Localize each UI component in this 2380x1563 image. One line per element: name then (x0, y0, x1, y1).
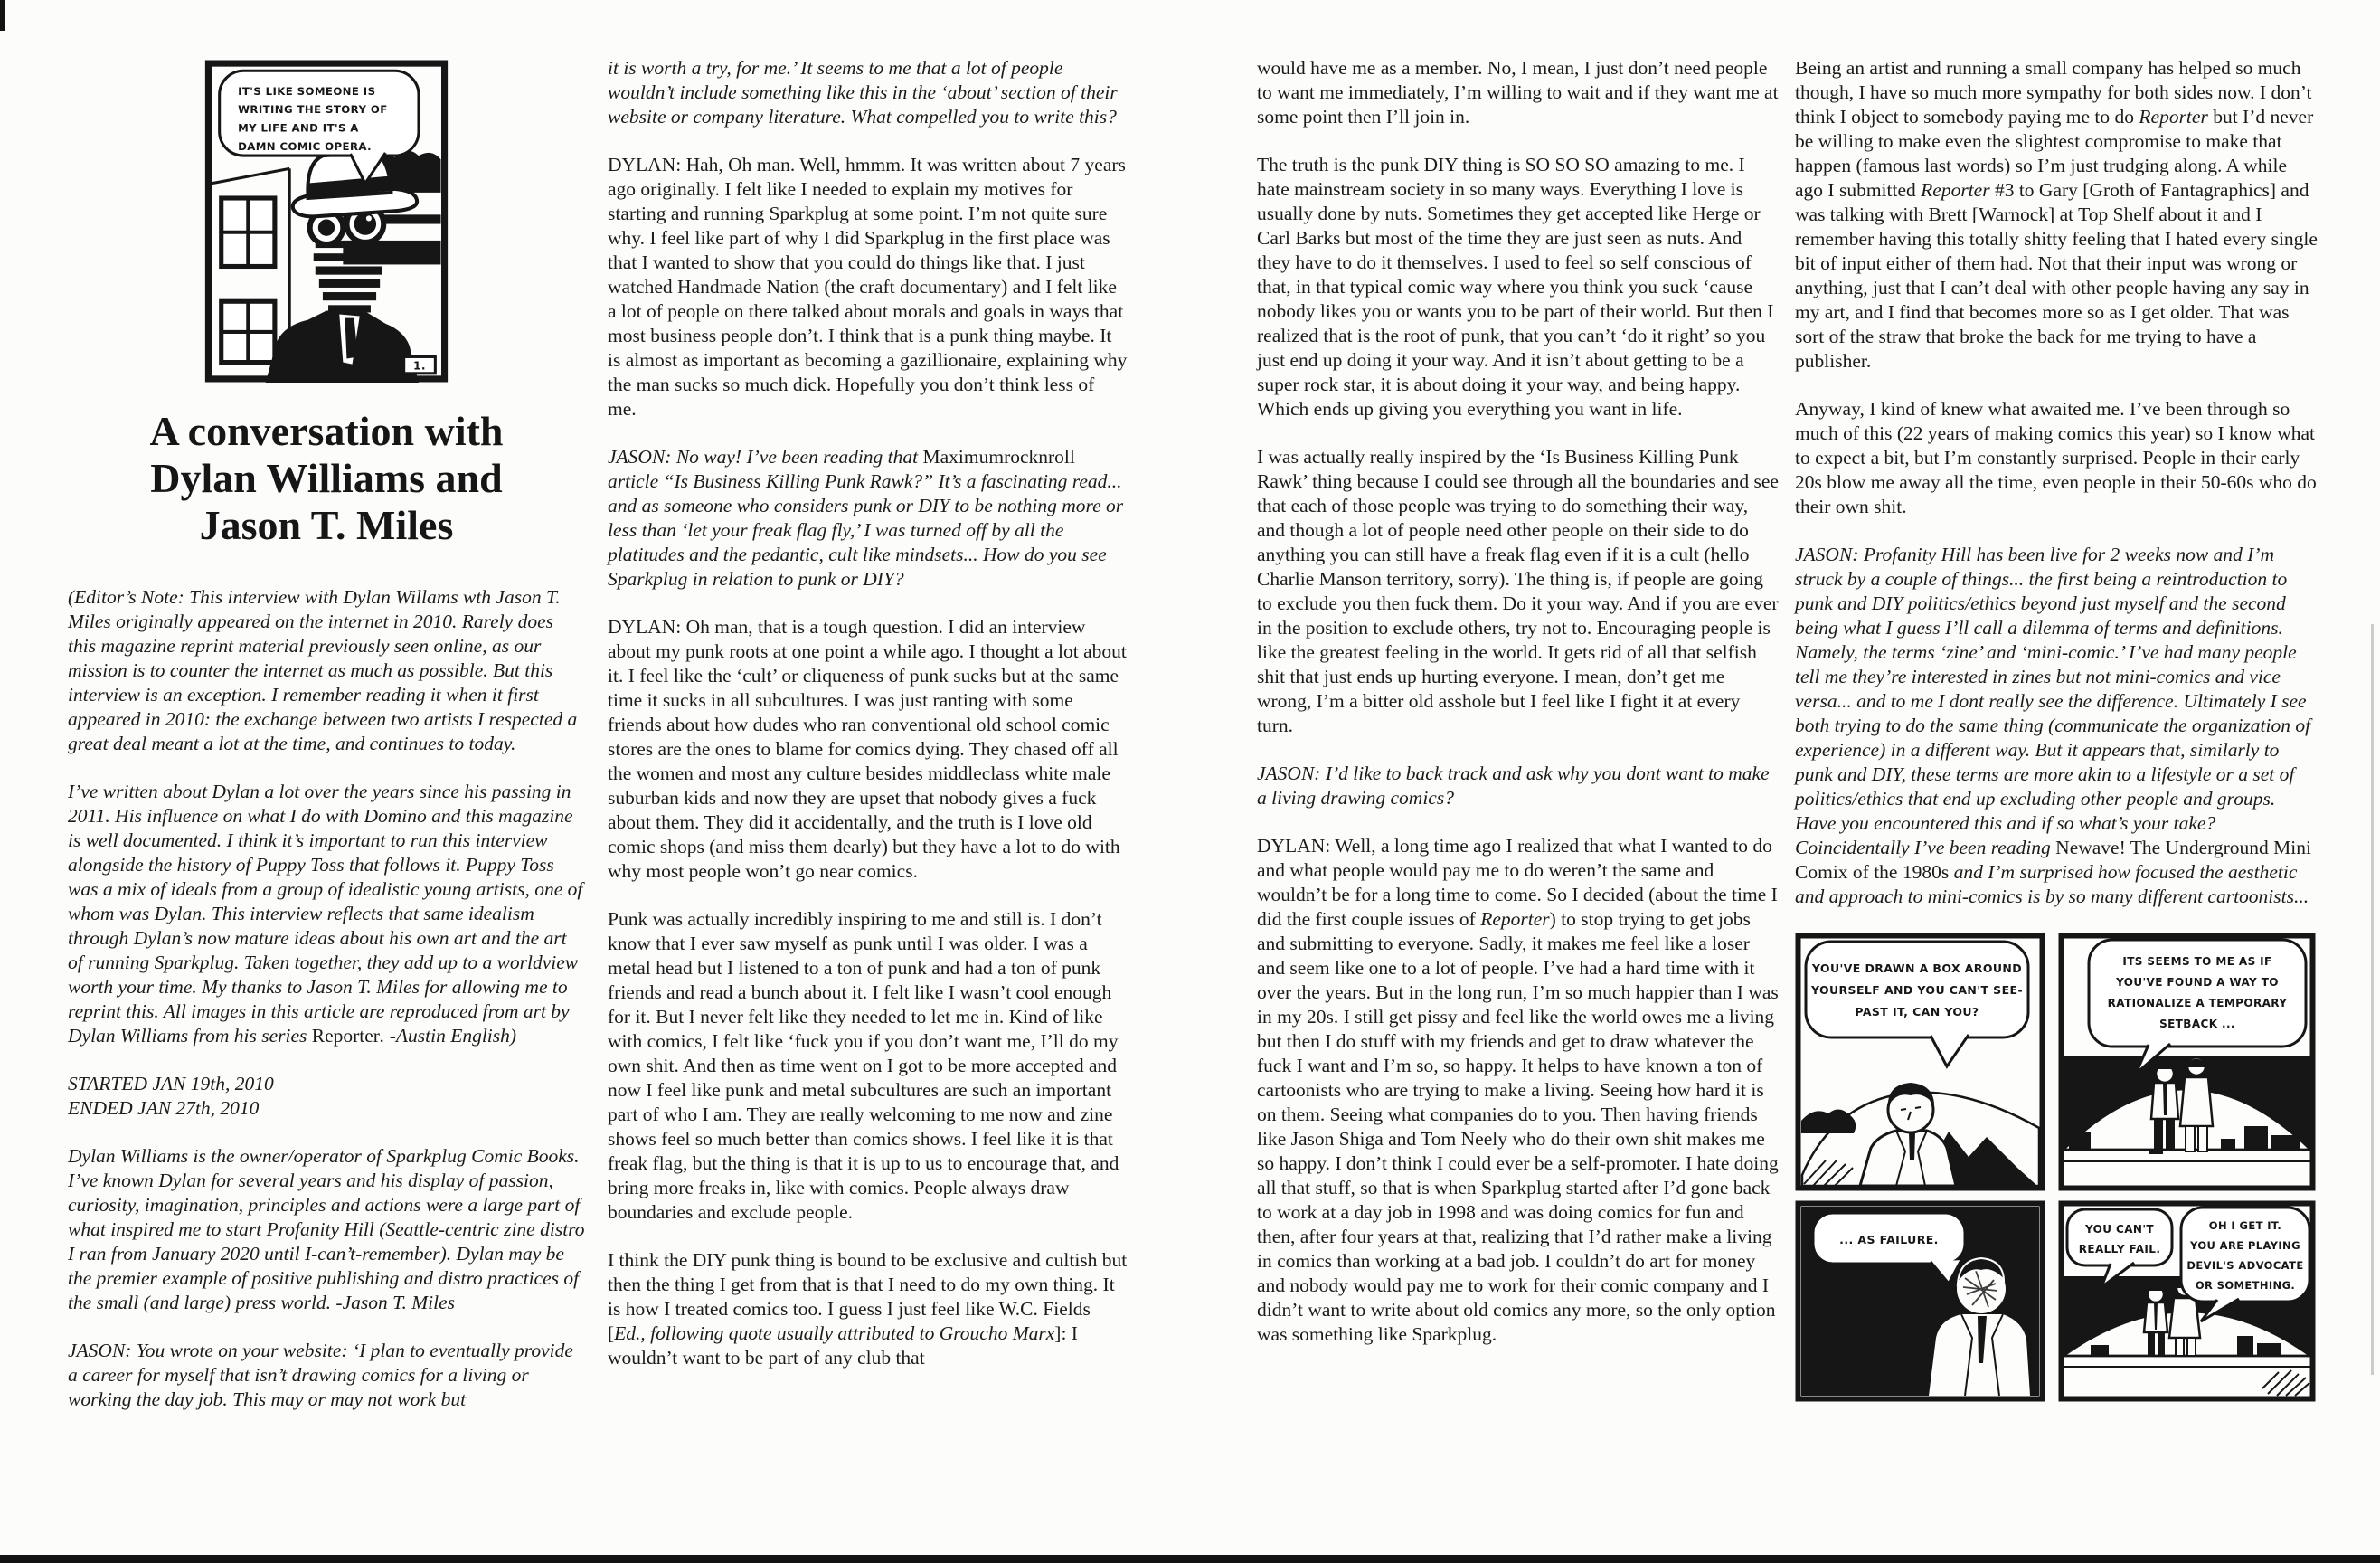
balloon-text: YOU'VE FOUND A WAY TO (2116, 976, 2279, 989)
text-segment: and I’m surprised how focused the aesthetic and approach to mini-comics is by so many different cartoonists... (1795, 861, 2309, 907)
speech-balloon (2067, 1209, 2172, 1265)
text-segment: Ed., following quote usually attributed to Groucho Marx (614, 1322, 1055, 1344)
portrait-illustration (204, 60, 449, 383)
text-segment: article “Is Business Killing Punk Rawk?” It’s a fascinating read... and as someone who considers punk or DIY to be nothing more or less than ‘let your freak flag fly,’ I was turned off by all the platitudes and the pedantic, cult like mindsets... How do you see Sparkplug in relation to punk or DIY? (608, 470, 1124, 590)
balloon-text: REALLY FAIL. (2078, 1243, 2161, 1255)
column-2-text (608, 56, 1128, 1370)
text-segment: Being an artist and running a small company has helped so much though, I have so much more sympathy for both sides now. I don’t think I object to somebody paying me to do (1795, 57, 2312, 128)
comic-panel-3 (1795, 1200, 2045, 1402)
column-2 (608, 56, 1128, 1394)
scan-edge-shadow (2371, 624, 2374, 1375)
balloon-text: YOURSELF AND YOU CAN'T SEE- (1810, 983, 2024, 997)
text-segment: #3 to Gary [Groth of Fantagraphics] and was talking with Brett [Warnock] at Top Shelf about it and I remember having this totally shitty feeling that I hated every single bit of input either of them had. Not that their input was wrong or anything, just that I can’t deal with other people having any say in my art, and I find that becomes more so as I get older. That was sort of the straw that broke the back for me trying to have a publisher. (1795, 179, 2318, 372)
text-segment: DYLAN: Hah, Oh man. Well, hmmm. It was written about 7 years ago originally. I felt like I needed to explain my motives for starting and running Sparkplug at some point. I’m not quite sure why. I feel like part of why I did Sparkplug in the first place was that I wanted to show that you could do things like that. I just watched Handmade Nation (the craft documentary) and I felt like a lot of people on there talked about morals and goals in ways that most business people don’t. I think that is a punk thing maybe. It is almost as important as becoming a gazillionaire, explaining why the man sucks so much dick. Hopefully you don’t think less of me. (608, 154, 1128, 420)
paragraph (1257, 762, 1780, 810)
paragraph (608, 445, 1128, 592)
balloon-text: OR SOMETHING. (2195, 1279, 2296, 1292)
paragraph (1795, 56, 2318, 374)
paragraph (608, 1248, 1128, 1370)
text-segment: DYLAN: Oh man, that is a tough question. I did an interview about my punk roots at one point a while ago. I thought a lot about it. I feel like the ‘cult’ or cliqueness of punk sucks but at the same time it sucks in all subcultures. I was just ranting with some friends about how dudes who ran conventional old school comic stores are the ones to blame for comics dying. They chased off all the women and most any culture besides middleclass white male suburban kids and now they are upset that nobody gives a fuck about them. They did it accidentally, and the truth is I love old comic shops (and miss them dearly) but they have a lot to do with why most people won’t go near comics. (608, 616, 1127, 882)
text-segment: Maximumrocknroll (922, 446, 1075, 468)
comic-panel-4 (2058, 1200, 2316, 1402)
text-segment: . -Austin English) (379, 1025, 517, 1047)
text-segment: JASON: You wrote on your website: ‘I plan to eventually provide a career for myself that isn’t drawing comics for a living or working the day job. This may or may not work but (68, 1340, 573, 1410)
column-3 (1257, 56, 1780, 1370)
paragraph (1257, 834, 1780, 1347)
text-segment: it is worth a try, for me.’ It seems to me that a lot of people wouldn’t include something like this in the ‘about’ section of their website or company literature. What compelled you to write this? (608, 57, 1118, 128)
paragraph (68, 585, 585, 756)
paragraph (68, 1339, 585, 1412)
text-segment: Dylan Williams is the owner/operator of Sparkplug Comic Books. I’ve known Dylan for several years and his display of passion, curiosity, imagination, principles and actions were a large part of what inspired me to start Profanity Hill (Seattle-centric zine distro I ran from January 2020 until I-can’t-remember). Dylan may be the premier example of positive publishing and distro practices of the small (and large) press world. -Jason T. Miles (68, 1145, 585, 1313)
text-segment: DYLAN: Well, a long time ago I realized that what I wanted to do and what people would pay me to do weren’t the same and wouldn’t be for a long time to come. So I decided (about the time I did the first couple issues of (1257, 835, 1778, 930)
text-segment: Newave! The Underground Mini Comix of the 1980s (1795, 837, 2311, 883)
balloon-text: YOU'VE DRAWN A BOX AROUND (1811, 961, 2023, 975)
balloon-text: ITS SEEMS TO ME AS IF (2122, 955, 2272, 968)
text-segment: I was actually really inspired by the ‘Is Business Killing Punk Rawk’ thing because I could see through all the boundaries and see that each of those people was trying to do something their way, and though a lot of people need other people on their side to do anything you can still have a freak flag even if it is a cult (hello Charlie Manson territory, sorry). The thing is, if people are going to exclude you then fuck them. Do it your way. And if you are ever in the position to exclude others, try not to. Encouraging people is like the greatest feeling in the world. It gets rid of all that selfish shit that just ends up hurting everyone. I mean, don’t get me wrong, I’m a bitter old asshole but I feel like I fight it at every turn. (1257, 446, 1779, 736)
paragraph (608, 56, 1128, 129)
comic-panel-1 (1795, 933, 2045, 1191)
balloon-text: RATIONALIZE A TEMPORARY (2107, 997, 2288, 1009)
text-segment: ) to stop trying to get jobs and submitting to everyone. Sadly, it makes me feel like a loser and seem like one to a lot of people. I’ve had a hard time with it over the years. But in the long run, I’m so much happier than I was in my 20s. I still get pissy and feel like the world owes me a living but then I do stuff with my friends and get to draw whatever the fuck I want and I’m so, so happy. It helps to have known a ton of cartoonists who are trying to make a living. Seeing how hard it is on them. Seeing what companies do to you. Then having friends like Jason Shiga and Tom Neely who do their own shit makes me so happy. I don’t think I could ever be a self-promoter. I hate doing all that stuff, so that is when Sparkplug started after I’d gone back to work at a day job in 1998 and was doing comics for fun and then, after four years at that, realizing that I’d rather make a living in comics than working at a bad job. I couldn’t do art for money and nobody would pay me to work for their comic company and I didn’t want to write about old comics any more, so the only option was something like Sparkplug. (1257, 908, 1779, 1345)
text-segment: I think the DIY punk thing is bound to be exclusive and cultish but then the thing I get from that is that I need to do my own thing. It is how I treated comics too. I guess I just feel like W.C. Fields [ (608, 1249, 1128, 1344)
panel-number: 1. (413, 359, 427, 373)
figure-body (2169, 1298, 2200, 1338)
text-segment: Reporter (1921, 179, 1990, 201)
balloon-text: SETBACK ... (2159, 1018, 2235, 1030)
text-segment: JASON: I’d like to back track and ask why you dont want to make a living drawing comics? (1257, 763, 1770, 809)
column-3-text (1257, 56, 1780, 1347)
balloon-text: DEVIL'S ADVOCATE (2186, 1259, 2304, 1272)
column-1-text (68, 585, 585, 1412)
balloon-text: ... AS FAILURE. (1839, 1233, 1939, 1246)
article-title (68, 408, 585, 549)
balloon-text: IT'S LIKE SOMEONE IS (238, 84, 376, 98)
paragraph (1257, 56, 1780, 129)
text-segment: (Editor’s Note: This interview with Dylan Willams wth Jason T. Miles originally appeared on the internet in 2010. Rarely does this magazine reprint material previously seen online, as our mission is to counter the internet as much as possible. But this interview is an exception. I remember reading it when it first appeared in 2010: the exchange between two artists I respected a great deal meant a lot at the time, and continues to today. (68, 586, 578, 754)
paragraph (68, 1096, 585, 1121)
text-segment: JASON: Profanity Hill has been live for 2 weeks now and I’m struck by a couple of things... the first being a reintroduction to punk and DIY politics/ethics beyond just myself and the second being what I guess I’ll call a dilemma of terms and definitions. Namely, the terms ‘zine’ and ‘mini-comic.’ I’ve had many people tell me they’re interested in zines but not mini-comics and vice versa... and to me I dont really see the difference. Ultimately I see both trying to do the same thing (communicate the organization of experience) in a different way. But it appears that, similarly to punk and DIY, these terms are more akin to a lifestyle or a set of politics/ethics that end up excluding other people and groups. Have you encountered this and if so what’s your take? Coincidentally I’ve been reading (1795, 544, 2311, 858)
paragraph (68, 1072, 585, 1096)
title-line: Jason T. Miles (199, 502, 454, 548)
balloon-text: OH I GET IT. (2208, 1219, 2282, 1232)
paragraph (68, 1144, 585, 1315)
paragraph (1795, 397, 2318, 519)
text-segment: STARTED JAN 19th, 2010 (68, 1073, 274, 1094)
text-segment: would have me as a member. No, I mean, I just don’t need people to want me immediately, I’m willing to wait and if they want me at some point then I’ll join in. (1257, 57, 1779, 128)
text-segment: Reporter (311, 1025, 380, 1047)
balloon-text: MY LIFE AND IT'S A (238, 121, 359, 135)
paragraph (68, 780, 585, 1048)
text-segment: Punk was actually incredibly inspiring to me and still is. I don’t know that I ever saw myself as punk until I was older. I was a metal head but I listened to a ton of punk and had a ton of punk friends and read a bunch about it. I felt like I wasn’t cool enough for it. But I never felt like they needed to let me in. Kind of like with comics, I felt like ‘fuck you if you don’t want me, I’ll do my own shit. And then as time went on I got to be more accepted and now I feel like punk and metal subcultures are such an important part of who I am. They are really welcoming to me now and zine shows feel so much better than comics shows. I feel like it is that freak flag, but the thing is that it is up to us to encourage that, and bring more freaks in, like with comics. People always draw boundaries and exclude people. (608, 908, 1119, 1223)
text-segment: ]: I wouldn’t want to be part of any club that (608, 1322, 1078, 1369)
text-segment: Anyway, I kind of knew what awaited me. I’ve been through so much of this (22 years of making comics this year) so I know what to expect a bit, but I’m constantly surprised. People in their early 20s blow me away all the time, even people in their 50-60s who do their own shit. (1795, 398, 2317, 517)
text-segment: but I’d never be willing to make even the slightest compromise to make that happen (famous last words) so I’m just trudging along. A while ago I submitted (1795, 106, 2314, 201)
paragraph (608, 907, 1128, 1225)
column-1 (68, 60, 585, 1435)
title-line: A conversation with (149, 408, 504, 454)
text-segment: Reporter (1480, 908, 1550, 930)
figure-body (2180, 1077, 2213, 1126)
paragraph (608, 153, 1128, 422)
balloon-text: DAMN COMIC OPERA. (238, 139, 372, 153)
column-4 (1795, 56, 2318, 1402)
text-segment: Reporter (2139, 106, 2208, 128)
scan-artifact (0, 0, 5, 31)
page-bottom-bar (0, 1555, 2380, 1563)
paragraph (1795, 543, 2318, 909)
text-segment: ENDED JAN 27th, 2010 (68, 1097, 260, 1119)
figure-tie (1909, 1132, 1915, 1160)
title-line: Dylan Williams and (150, 455, 503, 501)
balloon-text: YOU ARE PLAYING (2190, 1239, 2300, 1252)
balloon-text: WRITING THE STORY OF (238, 103, 388, 117)
balloon-text: YOU CAN'T (2085, 1223, 2154, 1236)
paragraph (1257, 445, 1780, 738)
comic-panel-2 (2058, 933, 2316, 1191)
column-4-text (1795, 56, 2318, 909)
paragraph (608, 615, 1128, 884)
paragraph (1257, 153, 1780, 422)
balloon-text: PAST IT, CAN YOU? (1855, 1005, 1979, 1018)
comic-strip (1795, 933, 2318, 1402)
text-segment: The truth is the punk DIY thing is SO SO SO amazing to me. I hate mainstream society in so many ways. Everything I love is usually done by nuts. Sometimes they get accepted like Herge or Carl Barks but most of the time they are just seen as nuts. And they have to do it themselves. I used to feel so self conscious of that, in that typical comic way where you think you suck ‘cause nobody likes you or wants you to be part of their world. But then I realized that is the root of punk, that you can’t ‘do it right’ so you just end up doing it your way. And it isn’t about getting to be a super rock star, it is about doing it your way, and being happy. Which ends up giving you everything you want in life. (1257, 154, 1774, 420)
text-segment: I’ve written about Dylan a lot over the years since his passing in 2011. His influence on what I do with Domino and this magazine is well documented. I think it’s important to run this interview alongside the history of Puppy Toss that follows it. Puppy Toss was a mix of ideals from a group of idealistic young artists, one of whom was Dylan. This interview reflects that same idealism through Dylan’s now mature ideas about his own art and the art of running Sparkplug. Taken together, they add up to a worldview worth your time. My thanks to Jason T. Miles for allowing me to reprint this. All images in this article are reproduced from art by Dylan Williams from his series (68, 781, 583, 1047)
text-segment: JASON: No way! I’ve been reading that (608, 446, 923, 468)
